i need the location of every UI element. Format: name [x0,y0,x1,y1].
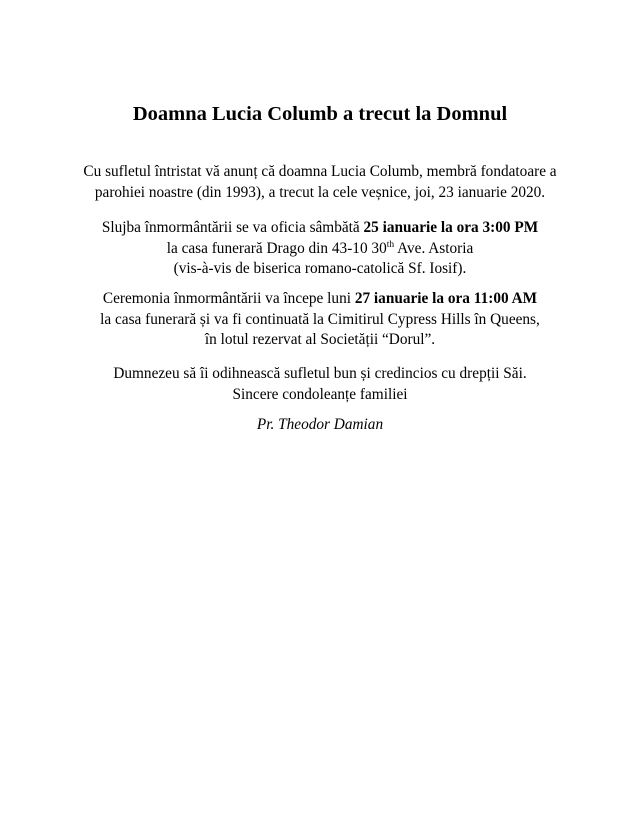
funeral-service-date-time: 25 ianuarie la ora 3:00 PM [363,219,539,236]
funeral-service-text: Slujba înmormântării se va oficia sâmbătă [101,219,364,236]
funeral-home-address-text: la casa funerară Drago din 43-10 30 [166,239,387,257]
page-title: Doamna Lucia Columb a trecut la Domnul [132,103,508,125]
funeral-service-line-1 [0,218,640,239]
burial-ceremony-text: Ceremonia înmormântării va începe luni [102,290,355,307]
signature: Pr. Theodor Damian [256,416,384,433]
ordinal-suffix: th [386,239,395,250]
announcement-paragraph [0,162,640,203]
closing-paragraph [0,364,640,405]
funeral-service-line-3: (vis-à-vis de biserica romano-catolică Sf. Iosif). [173,260,467,277]
closing-line-1: Dumnezeu să îi odihnească sufletul bun și credincios cu drepții Săi. [113,365,527,382]
announcement-line-2: parohiei noastre (din 1993), a trecut la cele veșnice, joi, 23 ianuarie 2020. [94,183,546,201]
burial-ceremony-line-2: la casa funerară și va fi continuată la Cimitirul Cypress Hills în Queens, [100,310,540,328]
closing-line-2: Sincere condoleanțe familiei [232,385,408,403]
funeral-home-address-street: Ave. Astoria [394,239,474,257]
burial-ceremony-line-3: în lotul rezervat al Societății “Dorul”. [204,331,436,348]
burial-ceremony-line-1 [0,289,640,310]
funeral-service-line-2 [0,239,640,260]
funeral-service-paragraph [0,218,640,280]
burial-ceremony-paragraph [0,289,640,351]
announcement-line-1: Cu sufletul întristat vă anunț că doamna Lucia Columb, membră fondatoare a [83,163,557,180]
burial-ceremony-date-time: 27 ianuarie la ora 11:00 AM [354,290,538,307]
